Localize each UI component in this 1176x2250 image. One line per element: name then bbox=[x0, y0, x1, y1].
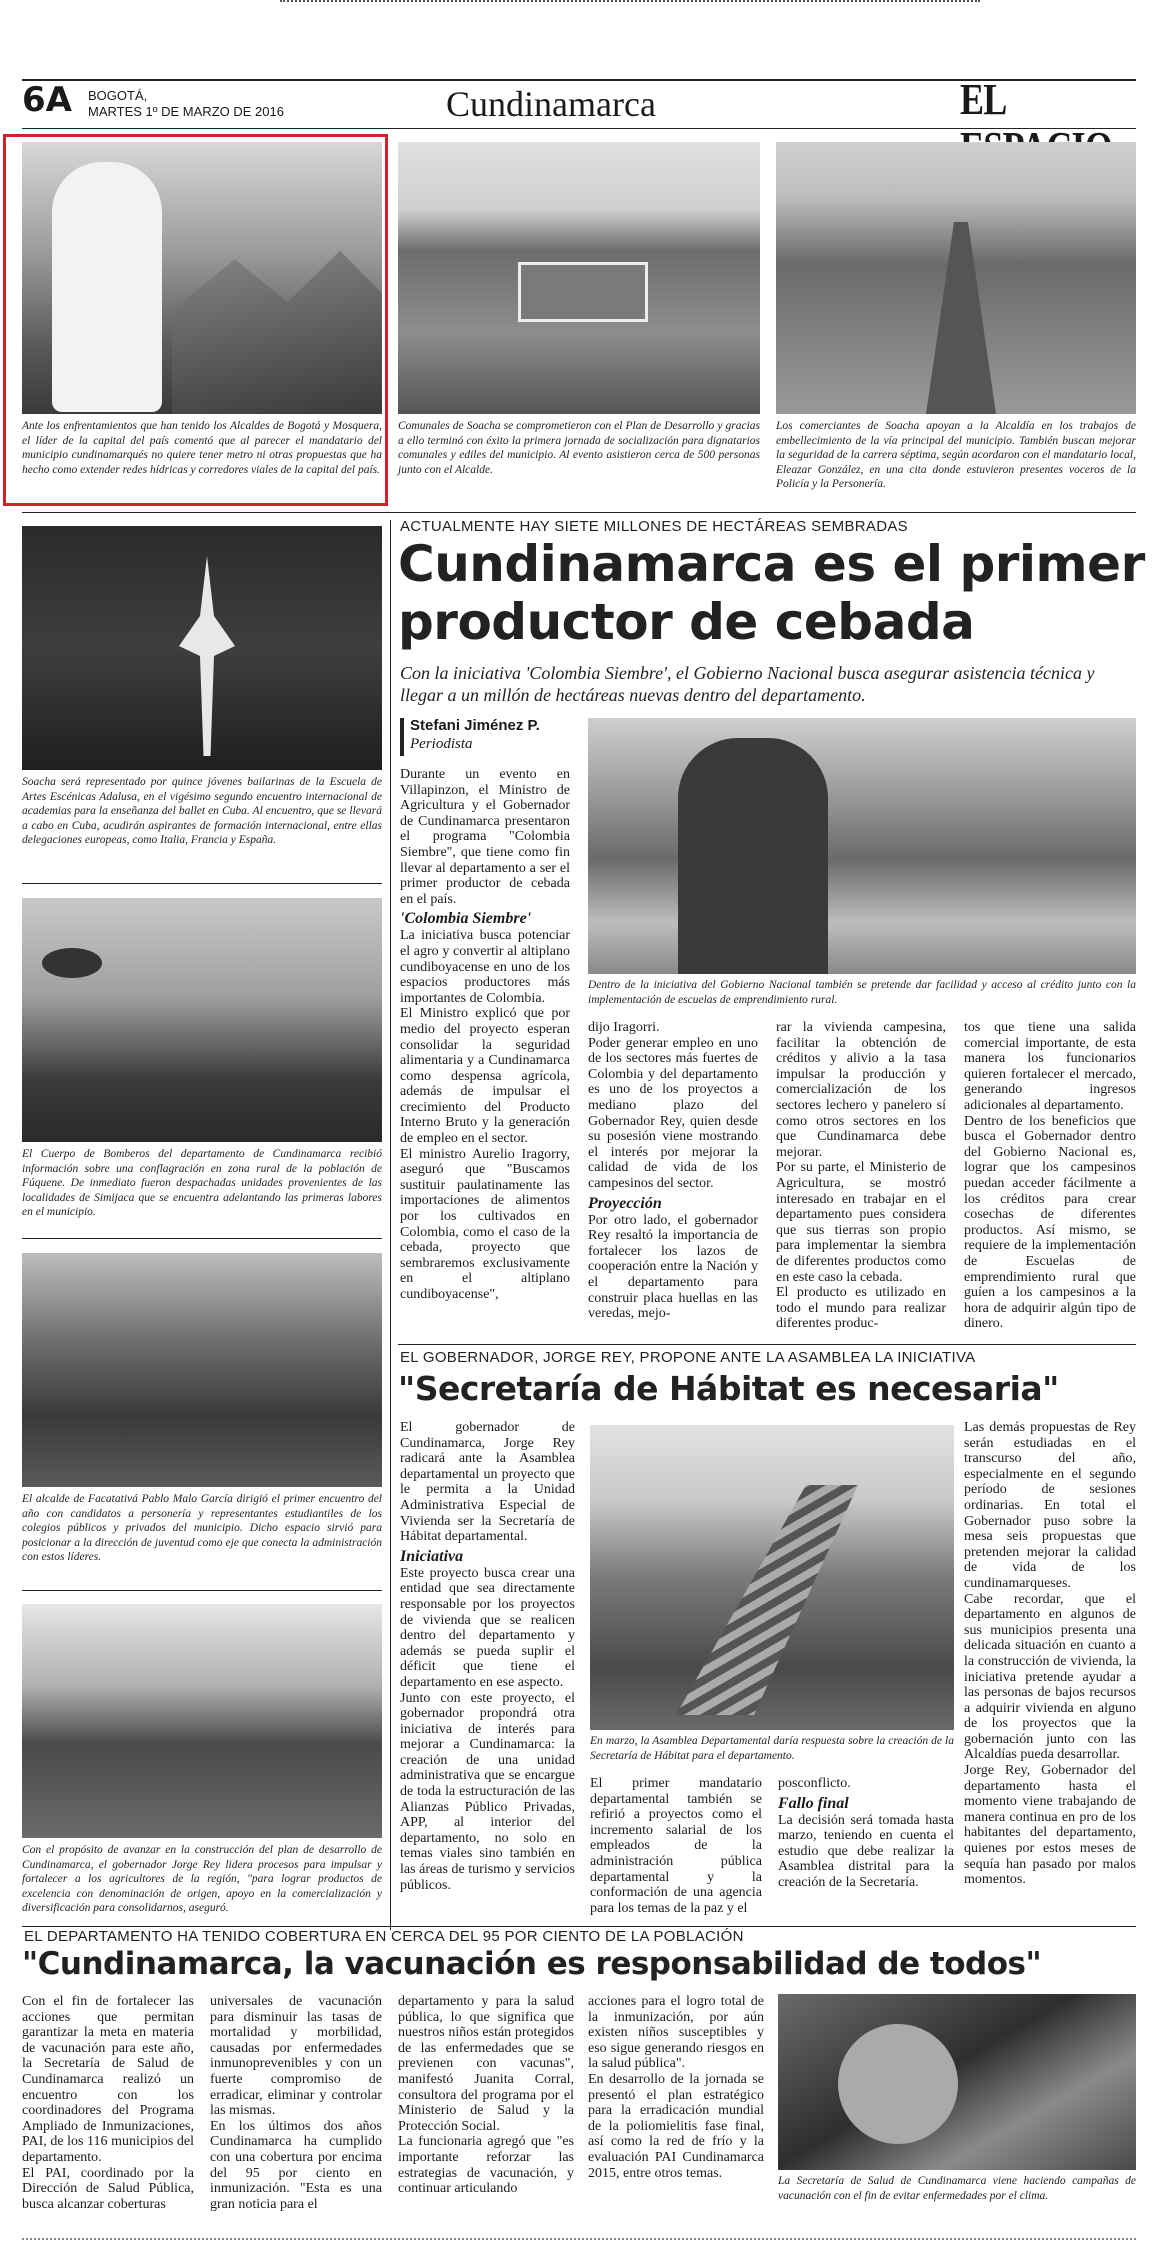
habitat-column-4 bbox=[964, 1420, 1136, 1888]
habitat-col4-p2: Cabe recordar, que el departamento en algunos de sus municipios presenta una delicada situación en cuanto a la construcción de vivienda, la iniciativa pretende ayudar a las personas de bajos recursos a adquirir vivienda en alguno de los proyectos que la gobernación junto con las Alcaldías pueda desarrollar. bbox=[964, 1591, 1136, 1763]
photo-construction bbox=[590, 1425, 954, 1730]
cebada-kicker: ACTUALMENTE HAY SIETE MILLONES DE HECTÁREAS SEMBRADAS bbox=[400, 518, 908, 535]
photo-icon bbox=[926, 222, 996, 414]
cebada-bottom-rule bbox=[398, 1344, 1136, 1345]
cebada-col2-p2: Poder generar empleo en uno de los sectores más fuertes de Colombia y del departamento es uno de los proyectos a mediano plazo del Gobernador Rey, quien desde su posesión viene mostrando el interés por mejorar la calidad de vida de los campesinos del sector. bbox=[588, 1035, 758, 1191]
habitat-column-3 bbox=[778, 1776, 954, 1891]
cebada-col3-p3: El producto es utilizado en todo el mundo para realizar diferentes produc- bbox=[776, 1285, 946, 1332]
mountains-shape bbox=[172, 242, 382, 414]
vacunacion-top-rule bbox=[22, 1926, 1136, 1927]
habitat-col4-p3: Jorge Rey, Gobernador del departamento hasta el momento viene trabajando de manera continua en pro de los habitantes del departamento, quienes por estos meses de sequía han pasado por malos momentos. bbox=[964, 1763, 1136, 1888]
habitat-column-1 bbox=[400, 1420, 575, 1893]
habitat-headline: "Secretaría de Hábitat es necesaria" bbox=[398, 1369, 1059, 1408]
habitat-photo-caption: En marzo, la Asamblea Departamental daría respuesta sobre la creación de la Secretaría de Hábitat para el departamento. bbox=[590, 1735, 954, 1762]
cebada-col1-p4: El ministro Aurelio Iragorry, aseguró que "Buscamos sustituir paulatinamente las importaciones de alimentos por los cultivados en Colombia, como el caso de la cebada, proyecto que sembraremos exclusivamente en el altiplano cundiboyacense", bbox=[400, 1146, 570, 1302]
masthead-bottom-rule bbox=[22, 128, 1136, 129]
left-caption-1: Soacha será representado por quince jóvenes bailarinas de la Escuela de Artes Escénicas Adalusa, en el vigésimo segundo encuentro internacional de academias para la enseñanza del ballet en Cuba. Al encuentro, que se llevará a cabo en Cuba, acudirán aspirantes de formación internacional, entre ellas delegaciones europeas, como Italia, Francia y España. bbox=[22, 776, 382, 846]
photo-icon bbox=[172, 556, 242, 756]
left-rule-1 bbox=[22, 883, 382, 884]
top-row-bottom-rule bbox=[22, 512, 1136, 513]
photo-ballerina bbox=[22, 526, 382, 770]
cebada-headline-line1: Cundinamarca es el primer bbox=[398, 535, 1145, 593]
cebada-col1-p3: El Ministro explicó que por medio del proyecto esperan consolidar la seguridad alimentaria y a Cundinamarca como despensa agrícola, además de impulsar el crecimiento del Producto Interno Bruto y la generación de empleo en el sector. bbox=[400, 1006, 570, 1147]
vacunacion-column-1 bbox=[22, 1994, 194, 2212]
vacunacion-col4-p2: En desarrollo de la jornada se presentó el plan estratégico para la erradicación mundial de la poliomielitis fase final, así como la red de frío y la evaluación PAI Cundinamarca 2015, entre otros temas. bbox=[588, 2071, 764, 2181]
photo-farmer bbox=[588, 718, 1136, 974]
habitat-col1-p2: Este proyecto busca crear una entidad que sea directamente responsable por los proyectos de vivienda que se realicen dentro del departamento y además se pueda suplir el déficit que tiene el departamento en ese aspecto. bbox=[400, 1565, 575, 1690]
cebada-column-1 bbox=[400, 767, 570, 1303]
cebada-col3-p2: Por su parte, el Ministerio de Agricultura, se mostró interesado en trabajar en el departamento pues considera que sus tierras son propio para implementar la siembra de diferentes productos como en este caso la cebada. bbox=[776, 1160, 946, 1285]
page-number: 6A bbox=[22, 80, 72, 120]
habitat-col4-p1: Las demás propuestas de Rey serán estudiadas en el transcurso del año, especialmente en el segundo período de sesiones ordinarias. En total el Gobernador puso sobre la mesa seis propuestas que pretenden mejorar la calidad de vida de los cundinamarqueses. bbox=[964, 1420, 1136, 1591]
vacunacion-headline: "Cundinamarca, la vacunación es responsabilidad de todos" bbox=[22, 1946, 1042, 1982]
photo-icon bbox=[678, 738, 828, 974]
habitat-col3-p1: posconflicto. bbox=[778, 1776, 851, 1791]
habitat-column-2 bbox=[590, 1776, 762, 1916]
top-caption-2: Comunales de Soacha se comprometieron con el Plan de Desarrollo y gracias a ello terminó con éxito la primera jornada de socialización para dignatarios comunales y ediles del municipio. Al evento asistieron cerca de 500 personas junto con el Alcalde. bbox=[398, 420, 760, 476]
left-caption-3: El alcalde de Facatativá Pablo Malo García dirigió el primer encuentro del año con candidatos a personería y representantes estudiantiles de los colegios públicos y privados del municipio. Dicho espacio sirvió para posicionar a la dirección de juventud como eje que conecta la administración con estos líderes. bbox=[22, 1493, 382, 1563]
scan-bottom-edge bbox=[22, 2238, 1136, 2242]
cebada-col2-p3: Por otro lado, el gobernador Rey resaltó la importancia de fortalecer los lazos de cooperación entre la Nación y el departamento para construir placa huellas en las veredas, mejo- bbox=[588, 1212, 758, 1322]
habitat-kicker: EL GOBERNADOR, JORGE REY, PROPONE ANTE LA ASAMBLEA LA INICIATIVA bbox=[400, 1349, 976, 1366]
masthead-date: MARTES 1º DE MARZO DE 2016 bbox=[88, 104, 284, 119]
left-column-divider bbox=[390, 520, 391, 1930]
vacunacion-col2-p2: En los últimos dos años Cundinamarca ha cumplido con una cobertura por encima del 95 por ciento en inmunización. "Esta es una gran noticia para el bbox=[210, 2118, 382, 2212]
vacunacion-col1-p1: Con el fin de fortalecer las acciones que permitan garantizar la meta en materia de vacunación para este año, la Secretaría de Salud de Cundinamarca realizó un encuentro con los coordinadores del Programa Ampliado de Inmunizaciones, PAI, de los 116 municipios del departamento. bbox=[22, 1994, 194, 2165]
photo-icon bbox=[518, 262, 648, 322]
photo-meeting-governor bbox=[22, 1604, 382, 1838]
masthead-city: BOGOTÁ, bbox=[88, 88, 148, 103]
left-rule-3 bbox=[22, 1590, 382, 1591]
cebada-column-2 bbox=[588, 1020, 758, 1322]
cebada-author: Stefani Jiménez P. bbox=[410, 717, 540, 734]
habitat-col3-subhead: Fallo final bbox=[778, 1794, 849, 1812]
habitat-col1-subhead: Iniciativa bbox=[400, 1547, 464, 1565]
cebada-col2-subhead: Proyección bbox=[588, 1194, 662, 1212]
cebada-lead: Con la iniciativa 'Colombia Siembre', el Gobierno Nacional busca asegurar asistencia técnica y llegar a un millón de hectáreas nuevas dentro del departamento. bbox=[400, 663, 1095, 705]
photo-fire bbox=[22, 898, 382, 1142]
habitat-col1-p1: El gobernador de Cundinamarca, Jorge Rey radicará ante la Asamblea departamental un proyecto que le permita a la Unidad Administrativa Especial de Vivienda ser la Secretaría de Hábitat departamental. bbox=[400, 1420, 575, 1545]
photo-meeting-students bbox=[22, 1253, 382, 1487]
cebada-headline-line2: productor de cebada bbox=[398, 593, 975, 651]
vacunacion-col3-p1: departamento y para la salud pública, lo que significa que nuestros niños están protegidos de las enfermedades que se previenen con vacunas", manifestó Juanita Corral, consultora del programa por el Ministerio de Salud y la Protección Social. bbox=[398, 1994, 574, 2134]
vacunacion-col2-p1: universales de vacunación para disminuir las tasas de mortalidad y morbilidad, causadas por enfermedades inmunoprevenibles y con un fuerte compromiso de erradicar, eliminar y controlar las mismas. bbox=[210, 1994, 382, 2119]
cebada-col1-p1: Durante un evento en Villapinzon, el Ministro de Agricultura y el Gobernador de Cundinamarca presentaron el programa "Colombia Siembre", que tiene como fin llevar al departamento a ser el primer productor de cebada en el país. bbox=[400, 767, 570, 907]
cebada-photo-caption: Dentro de la iniciativa del Gobierno Nacional también se pretende dar facilidad y acceso al crédito junto con la implementación de escuelas de emprendimiento rural. bbox=[588, 979, 1136, 1006]
cebada-column-4 bbox=[964, 1020, 1136, 1332]
photo-vaccination bbox=[778, 1994, 1136, 2170]
cebada-column-3 bbox=[776, 1020, 946, 1332]
vacunacion-kicker: EL DEPARTAMENTO HA TENIDO COBERTURA EN CERCA DEL 95 POR CIENTO DE LA POBLACIÓN bbox=[24, 1928, 744, 1945]
photo-icon bbox=[42, 948, 102, 978]
top-caption-1: Ante los enfrentamientos que han tenido los Alcaldes de Bogotá y Mosquera, el líder de la capital del país comentó que al parecer el mandatario del municipio cundinamarqués no quiere tener metro ni otras propuestas que ha hecho como extender redes hídricas y corredores viales de la capital del país. bbox=[22, 420, 382, 476]
scan-top-edge bbox=[280, 0, 980, 4]
cebada-author-role: Periodista bbox=[410, 736, 473, 752]
masthead-right-rule bbox=[720, 79, 970, 81]
top-caption-3: Los comerciantes de Soacha apoyan a la Alcaldía en los trabajos de embellecimiento de la vía principal del municipio. También buscan mejorar la seguridad de la carrera séptima, según acordaron con el mandatario local, Eleazar González, en una cita donde estuvieron presentes voceros de la Policía y la Personería. bbox=[776, 420, 1136, 490]
habitat-col2-p1: El primer mandatario departamental también se refirió a proyectos como el incremento salarial de los empleados de la administración pública departamental y la conformación de una agencia para los temas de la paz y el bbox=[590, 1776, 762, 1916]
habitat-col3-p2: La decisión será tomada hasta marzo, teniendo en cuenta el estudio que debe realizar la Asamblea distrital para la creación de la Secretaría. bbox=[778, 1812, 954, 1890]
vacunacion-col3-p2: La funcionaria agregó que "es importante reforzar las estrategias de vacunación, y continuar articulando bbox=[398, 2134, 574, 2197]
photo-icon bbox=[52, 162, 162, 412]
habitat-col1-p3: Junto con este proyecto, el gobernador propondrá otra iniciativa de interés para mejorar a Cundinamarca: la creación de una unidad administrativa que se encargue de toda la estructuración de las Alianzas Público Privadas, APP, al interior del departamento, no solo en temas viales sino también en las áreas de turismo y servicios públicos. bbox=[400, 1690, 575, 1893]
vacunacion-col1-p2: El PAI, coordinado por la Dirección de Salud Pública, busca alcanzar coberturas bbox=[22, 2165, 194, 2212]
section-title: Cundinamarca bbox=[446, 84, 656, 124]
vacunacion-column-3 bbox=[398, 1994, 574, 2197]
photo-icon bbox=[650, 1485, 910, 1715]
photo-politician bbox=[22, 142, 382, 414]
vacunacion-column-2 bbox=[210, 1994, 382, 2212]
vacunacion-col4-p1: acciones para el logro total de la inmunización, por aún existen niños susceptibles y eso sigue generando riesgos en la salud pública". bbox=[588, 1994, 764, 2072]
left-rule-2 bbox=[22, 1238, 382, 1239]
photo-highway bbox=[776, 142, 1136, 414]
cebada-col4-p2: Dentro de los beneficios que busca el Gobernador dentro del Gobierno Nacional es, lograr que los campesinos puedan acceder fácilmente a los créditos para crear cosechas de diferentes productos. Así mismo, se requiere de la implementación de Escuelas de emprendimiento rural que guíen a los campesinos a la hora de adquirir algún tipo de dinero. bbox=[964, 1113, 1136, 1332]
cebada-col1-subhead: 'Colombia Siembre' bbox=[400, 910, 532, 928]
cebada-col2-p1: dijo Iragorri. bbox=[588, 1020, 660, 1035]
cebada-col1-p2: La iniciativa busca potenciar el agro y convertir al altiplano cundiboyacense en uno de los espacios productores más importantes de Colombia. bbox=[400, 928, 570, 1006]
photo-plaza bbox=[398, 142, 760, 414]
left-caption-2: El Cuerpo de Bomberos del departamento de Cundinamarca recibió información sobre una conflagración en zona rural de la población de Fúquene. De inmediato fueron despachadas unidades provenientes de las localidades de Simijaca que se encuentra adelantando las primeras labores en el municipio. bbox=[22, 1148, 382, 1218]
vacunacion-photo-caption: La Secretaría de Salud de Cundinamarca viene haciendo campañas de vacunación con el fin de evitar enfermedades por el clima. bbox=[778, 2175, 1136, 2202]
byline-bar bbox=[400, 718, 404, 756]
cebada-col4-p1: tos que tiene una salida comercial importante, de esta manera los funcionarios quieren fortalecer el mercado, generando ingresos adicionales al departamento. bbox=[964, 1020, 1136, 1113]
vacunacion-column-4 bbox=[588, 1994, 764, 2181]
left-caption-4: Con el propósito de avanzar en la construcción del plan de desarrollo de Cundinamarca, el gobernador Jorge Rey lidera procesos para impulsar y fortalecer a los agricultores de la región, "para lograr productos de excelencia con denominación de origen, apoyo en la comercialización y diversificación para consolidarnos, aseguró. bbox=[22, 1844, 382, 1914]
photo-icon bbox=[838, 2024, 958, 2144]
cebada-col3-p1: rar la vivienda campesina, facilitar la obtención de créditos y alivio a la tasa impulsar la producción y comercialización de los sectores lechero y panelero sí como otros sectores en los que Cundinamarca debe mejorar. bbox=[776, 1020, 946, 1160]
newspaper-logo: EL bbox=[960, 75, 1005, 124]
